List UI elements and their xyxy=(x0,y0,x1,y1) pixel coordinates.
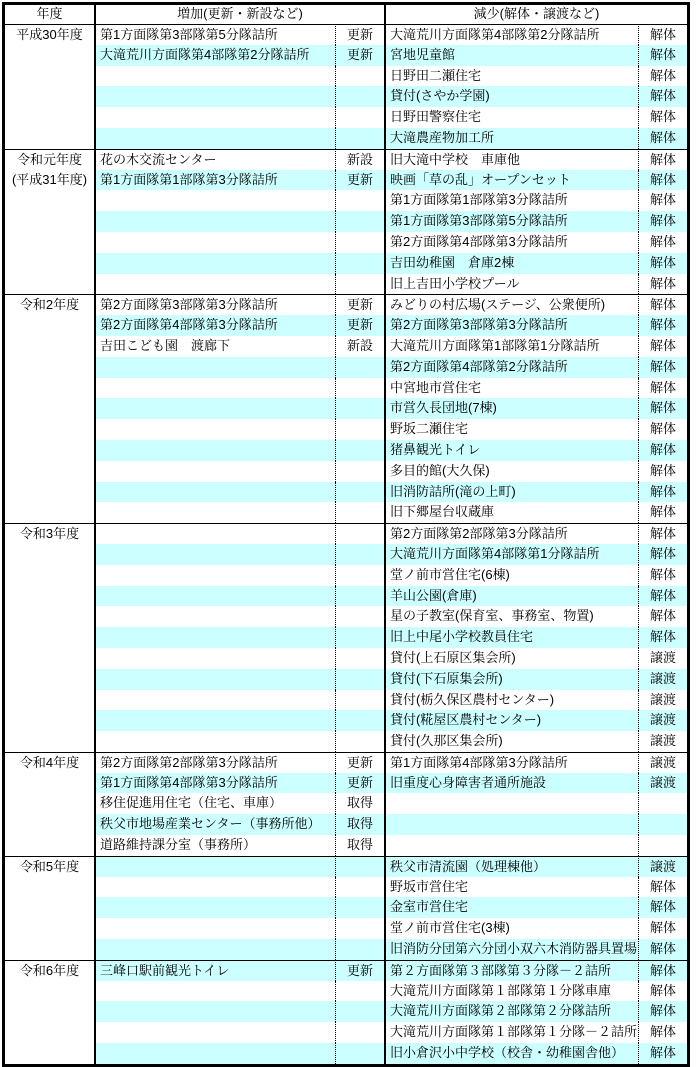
decrease-type-cell: 譲渡 xyxy=(649,691,676,707)
decrease-type-cell: 解体 xyxy=(639,294,687,315)
decrease-name-cell: 貸付(糀屋区農村センター) xyxy=(386,710,639,731)
increase-name-cell xyxy=(96,877,336,898)
increase-name-cell xyxy=(96,627,336,648)
increase-type-cell xyxy=(336,211,386,232)
decrease-name-cell: 第1方面隊第1部隊第3分隊詰所 xyxy=(386,190,639,211)
decrease-type-cell: 解体 xyxy=(639,24,687,45)
decrease-type-cell: 解体 xyxy=(639,211,687,232)
decrease-name-cell: 吉田幼稚園 倉庫2棟 xyxy=(386,253,639,274)
decrease-name-cell: 第2方面隊第4部隊第3分隊詰所 xyxy=(386,232,639,253)
increase-name-cell: 第1方面隊第3部隊第5分隊詰所 xyxy=(96,24,336,45)
increase-type-cell xyxy=(336,939,386,960)
increase-type-cell xyxy=(336,897,386,918)
increase-name-cell xyxy=(96,939,336,960)
increase-name-cell xyxy=(96,66,336,87)
increase-name-cell xyxy=(96,586,336,607)
year-cell xyxy=(5,960,96,1064)
increase-type-cell: 更新 xyxy=(336,960,386,981)
increase-type-cell xyxy=(336,565,386,586)
increase-type-cell xyxy=(336,627,386,648)
decrease-type-cell: 解体 xyxy=(649,233,676,249)
decrease-name-cell: 貸付(下石原集会所) xyxy=(386,669,639,690)
increase-type-cell xyxy=(336,419,386,440)
decrease-name-cell: 大滝農産物加工所 xyxy=(386,128,639,149)
decrease-type-cell: 解体 xyxy=(649,462,676,478)
decrease-type-cell: 譲渡 xyxy=(639,856,687,877)
increase-type-cell xyxy=(336,461,386,482)
decrease-type-cell xyxy=(639,814,687,835)
increase-name-cell: 第1方面隊第1部隊第3分隊詰所 xyxy=(96,170,336,191)
increase-name-cell xyxy=(96,981,336,1002)
increase-type-cell xyxy=(336,398,386,419)
year-cell xyxy=(5,294,96,523)
decrease-name-cell: 旧大滝中学校 車庫他 xyxy=(386,149,639,170)
decrease-type-cell: 譲渡 xyxy=(649,733,676,749)
decrease-type-cell: 譲渡 xyxy=(639,710,687,731)
increase-name-cell: 大滝荒川方面隊第4部隊第2分隊詰所 xyxy=(96,45,336,66)
decrease-name-cell: 第２方面隊第３部隊第３分隊－２詰所 xyxy=(386,960,639,981)
year-cell xyxy=(5,24,96,149)
increase-type-cell: 更新 xyxy=(336,315,386,336)
decrease-type-cell: 解体 xyxy=(639,544,687,565)
increase-name-cell xyxy=(96,1001,336,1022)
increase-type-cell xyxy=(336,482,386,503)
decrease-name-cell: 大滝荒川方面隊第1部隊第1分隊詰所 xyxy=(386,336,639,357)
increase-type-cell xyxy=(336,66,386,87)
increase-type-cell xyxy=(336,378,386,399)
header-increase: 増加(更新・新設など) xyxy=(96,5,386,24)
decrease-name-cell xyxy=(386,793,639,814)
decrease-name-cell: 堂ノ前市営住宅(6棟) xyxy=(386,565,639,586)
decrease-name-cell: 日野田警察住宅 xyxy=(386,107,639,128)
increase-name-cell xyxy=(96,606,336,627)
decrease-name-cell: 旧上吉田小学校プール xyxy=(386,274,639,295)
decrease-name-cell: 第2方面隊第4部隊第2分隊詰所 xyxy=(386,357,639,378)
year-cell xyxy=(5,149,96,295)
decrease-type-cell: 解体 xyxy=(649,192,676,208)
increase-name-cell xyxy=(96,482,336,503)
decrease-name-cell: 大滝荒川方面隊第4部隊第2分隊詰所 xyxy=(386,24,639,45)
increase-name-cell: 花の木交流センター xyxy=(96,149,336,170)
increase-type-cell: 更新 xyxy=(336,773,386,794)
increase-type-cell xyxy=(336,502,386,523)
increase-name-cell: 秩父市地場産業センター（事務所他） xyxy=(96,814,336,835)
year-cell xyxy=(5,752,96,856)
increase-type-cell xyxy=(336,731,386,752)
facility-change-table xyxy=(2,2,690,1067)
decrease-type-cell xyxy=(639,835,687,856)
decrease-name-cell: 貸付(久那区集会所) xyxy=(386,731,639,752)
increase-name-cell: 第2方面隊第3部隊第3分隊詰所 xyxy=(96,294,336,315)
decrease-name-cell: みどりの村広場(ステージ、公衆便所) xyxy=(386,294,639,315)
decrease-type-cell: 解体 xyxy=(639,1043,687,1064)
increase-name-cell xyxy=(96,440,336,461)
decrease-type-cell: 譲渡 xyxy=(639,669,687,690)
decrease-type-cell: 解体 xyxy=(649,109,676,125)
increase-type-cell xyxy=(336,856,386,877)
decrease-name-cell xyxy=(386,835,639,856)
increase-type-cell xyxy=(336,586,386,607)
decrease-name-cell: 堂ノ前市営住宅(3棟) xyxy=(386,918,639,939)
decrease-type-cell: 解体 xyxy=(649,920,676,936)
increase-type-cell xyxy=(336,1043,386,1064)
decrease-name-cell: 野坂市営住宅 xyxy=(386,877,639,898)
decrease-type-cell: 解体 xyxy=(639,939,687,960)
decrease-type-cell: 解体 xyxy=(639,357,687,378)
header-decrease: 減少(解体・譲渡など) xyxy=(473,6,600,21)
increase-type-cell: 取得 xyxy=(336,814,386,835)
decrease-type-cell: 解体 xyxy=(649,566,676,582)
year-label: 令和元年度 xyxy=(16,151,82,167)
decrease-name-cell: 大滝荒川方面隊第１部隊第１分隊－２詰所 xyxy=(386,1022,639,1043)
decrease-type-cell: 解体 xyxy=(649,67,676,83)
decrease-type-cell: 解体 xyxy=(639,398,687,419)
increase-name-cell: 三峰口駅前観光トイレ xyxy=(96,960,336,981)
increase-name-cell xyxy=(96,128,336,149)
increase-type-cell xyxy=(336,669,386,690)
decrease-name-cell: 旧上中尾小学校教員住宅 xyxy=(386,627,639,648)
increase-name-cell: 道路維持課分室（事務所） xyxy=(96,835,336,856)
decrease-type-cell: 解体 xyxy=(649,878,676,894)
year-label: 平成30年度 xyxy=(16,27,83,42)
increase-name-cell xyxy=(96,190,336,211)
decrease-type-cell: 解体 xyxy=(639,149,687,170)
decrease-type-cell: 解体 xyxy=(649,275,676,291)
decrease-name-cell: 秩父市清流園（処理棟他） xyxy=(386,856,639,877)
increase-type-cell xyxy=(336,274,386,295)
increase-name-cell xyxy=(96,731,336,752)
year-label: 令和6年度 xyxy=(19,962,80,978)
decrease-type-cell: 解体 xyxy=(649,421,676,437)
increase-type-cell xyxy=(336,523,386,544)
increase-name-cell: 移住促進用住宅（住宅、車庫） xyxy=(96,793,336,814)
decrease-type-cell: 解体 xyxy=(649,337,676,353)
decrease-type-cell: 解体 xyxy=(639,440,687,461)
increase-type-cell: 更新 xyxy=(336,24,386,45)
increase-name-cell xyxy=(96,918,336,939)
decrease-name-cell: 大滝荒川方面隊第２部隊第２分隊詰所 xyxy=(386,1001,639,1022)
increase-type-cell xyxy=(336,86,386,107)
decrease-name-cell: 旧小倉沢小中学校（校舎・幼稚園舎他） xyxy=(386,1043,639,1064)
decrease-name-cell xyxy=(386,814,639,835)
increase-type-cell xyxy=(336,107,386,128)
decrease-type-cell: 解体 xyxy=(639,1001,687,1022)
increase-name-cell xyxy=(96,502,336,523)
decrease-name-cell: 映画「草の乱」オープンセット xyxy=(386,170,639,191)
increase-name-cell xyxy=(96,357,336,378)
decrease-type-cell: 解体 xyxy=(649,1024,676,1040)
increase-name-cell xyxy=(96,544,336,565)
increase-type-cell xyxy=(336,253,386,274)
decrease-name-cell: 大滝荒川方面隊第4部隊第1分隊詰所 xyxy=(386,544,639,565)
decrease-name-cell: 羊山公園(倉庫) xyxy=(386,586,639,607)
increase-name-cell: 第2方面隊第2部隊第3分隊詰所 xyxy=(96,752,336,773)
increase-name-cell xyxy=(96,897,336,918)
increase-type-cell xyxy=(336,690,386,711)
increase-name-cell xyxy=(96,419,336,440)
decrease-type-cell: 解体 xyxy=(639,897,687,918)
increase-name-cell xyxy=(96,253,336,274)
decrease-name-cell: 野坂二瀬住宅 xyxy=(386,419,639,440)
decrease-type-cell: 解体 xyxy=(639,170,687,191)
increase-name-cell xyxy=(96,1043,336,1064)
decrease-type-cell: 解体 xyxy=(649,982,676,998)
decrease-name-cell: 猪鼻観光トイレ xyxy=(386,440,639,461)
increase-name-cell xyxy=(96,648,336,669)
increase-name-cell xyxy=(96,398,336,419)
increase-type-cell xyxy=(336,606,386,627)
decrease-name-cell: 第1方面隊第3部隊第5分隊詰所 xyxy=(386,211,639,232)
decrease-name-cell: 第1方面隊第4部隊第3分隊詰所 xyxy=(386,752,639,773)
increase-type-cell: 新設 xyxy=(336,336,386,357)
increase-type-cell xyxy=(336,440,386,461)
decrease-name-cell: 旧消防分団第六分団小双六木消防器具置場 xyxy=(386,939,639,960)
increase-type-cell xyxy=(336,981,386,1002)
year-label: (平成31年度) xyxy=(11,172,88,188)
decrease-type-cell: 解体 xyxy=(639,253,687,274)
increase-type-cell: 更新 xyxy=(336,294,386,315)
increase-type-cell xyxy=(336,877,386,898)
decrease-name-cell: 星の子教室(保育室、事務室、物置) xyxy=(386,606,639,627)
decrease-type-cell: 解体 xyxy=(639,482,687,503)
increase-type-cell xyxy=(336,357,386,378)
decrease-name-cell: 金室市営住宅 xyxy=(386,897,639,918)
increase-type-cell xyxy=(336,232,386,253)
decrease-type-cell: 解体 xyxy=(639,627,687,648)
decrease-name-cell: 旧重度心身障害者通所施設 xyxy=(386,773,639,794)
decrease-type-cell: 解体 xyxy=(639,86,687,107)
increase-type-cell: 取得 xyxy=(336,793,386,814)
increase-type-cell xyxy=(336,190,386,211)
increase-name-cell xyxy=(96,710,336,731)
increase-type-cell xyxy=(336,648,386,669)
increase-name-cell xyxy=(96,461,336,482)
decrease-type-cell: 解体 xyxy=(639,523,687,544)
year-label: 令和2年度 xyxy=(19,297,80,313)
increase-type-cell xyxy=(336,544,386,565)
decrease-name-cell: 大滝荒川方面隊第１部隊第１分隊車庫 xyxy=(386,981,639,1002)
decrease-name-cell: 多目的館(大久保) xyxy=(386,461,639,482)
increase-name-cell: 第2方面隊第4部隊第3分隊詰所 xyxy=(96,315,336,336)
decrease-type-cell: 解体 xyxy=(649,379,676,395)
increase-type-cell: 更新 xyxy=(336,752,386,773)
decrease-type-cell: 解体 xyxy=(649,504,676,520)
decrease-name-cell: 貸付(上石原区集会所) xyxy=(386,648,639,669)
decrease-type-cell: 解体 xyxy=(639,128,687,149)
decrease-type-cell: 解体 xyxy=(639,586,687,607)
decrease-type-cell: 解体 xyxy=(649,608,676,624)
decrease-type-cell: 解体 xyxy=(639,960,687,981)
increase-name-cell xyxy=(96,690,336,711)
decrease-name-cell: 市営久長団地(7棟) xyxy=(386,398,639,419)
increase-name-cell xyxy=(96,565,336,586)
increase-name-cell: 第1方面隊第4部隊第3分隊詰所 xyxy=(96,773,336,794)
year-label: 令和5年度 xyxy=(19,858,80,874)
increase-name-cell xyxy=(96,669,336,690)
decrease-type-cell: 解体 xyxy=(639,45,687,66)
decrease-name-cell: 宮地児童館 xyxy=(386,45,639,66)
decrease-type-cell: 譲渡 xyxy=(649,649,676,665)
increase-name-cell: 吉田こども園 渡廊下 xyxy=(96,336,336,357)
year-cell xyxy=(5,523,96,752)
increase-name-cell xyxy=(96,232,336,253)
increase-type-cell: 更新 xyxy=(336,170,386,191)
increase-name-cell xyxy=(96,1022,336,1043)
increase-type-cell xyxy=(336,710,386,731)
increase-name-cell xyxy=(96,274,336,295)
increase-type-cell: 新設 xyxy=(336,149,386,170)
increase-name-cell xyxy=(96,211,336,232)
decrease-name-cell: 第2方面隊第3部隊第3分隊詰所 xyxy=(386,315,639,336)
header-year: 年度 xyxy=(5,5,96,24)
decrease-name-cell: 日野田二瀬住宅 xyxy=(386,66,639,87)
decrease-type-cell: 譲渡 xyxy=(639,773,687,794)
increase-name-cell xyxy=(96,107,336,128)
increase-type-cell: 取得 xyxy=(336,835,386,856)
decrease-name-cell: 貸付(栃久保区農村センター) xyxy=(386,690,639,711)
increase-type-cell: 更新 xyxy=(336,45,386,66)
increase-name-cell xyxy=(96,86,336,107)
decrease-type-cell: 譲渡 xyxy=(639,752,687,773)
decrease-name-cell: 第2方面隊第2部隊第3分隊詰所 xyxy=(386,523,639,544)
decrease-type-cell: 解体 xyxy=(639,315,687,336)
increase-type-cell xyxy=(336,128,386,149)
increase-name-cell xyxy=(96,856,336,877)
increase-type-cell xyxy=(336,1001,386,1022)
increase-type-cell xyxy=(336,1022,386,1043)
decrease-name-cell: 貸付(さやか学園) xyxy=(386,86,639,107)
decrease-name-cell: 旧消防詰所(滝の上町) xyxy=(386,482,639,503)
year-label: 令和3年度 xyxy=(19,526,80,542)
year-cell xyxy=(5,856,96,960)
decrease-type-cell xyxy=(639,793,687,814)
decrease-name-cell: 旧下郷屋台収蔵庫 xyxy=(386,502,639,523)
decrease-name-cell: 中宮地市営住宅 xyxy=(386,378,639,399)
increase-name-cell xyxy=(96,523,336,544)
increase-name-cell xyxy=(96,378,336,399)
year-label: 令和4年度 xyxy=(19,754,80,770)
increase-type-cell xyxy=(336,918,386,939)
